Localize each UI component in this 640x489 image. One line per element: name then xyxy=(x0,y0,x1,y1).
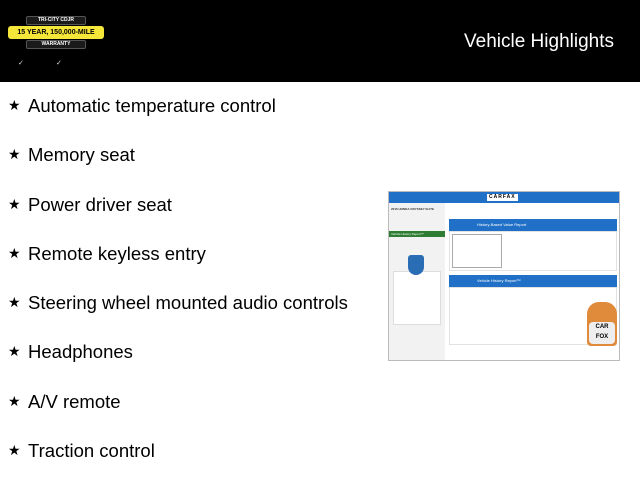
feature-label: A/V remote xyxy=(28,390,121,412)
star-icon: ★ xyxy=(8,343,21,360)
feature-label: Traction control xyxy=(28,440,155,462)
feature-label: Steering wheel mounted audio controls xyxy=(28,292,348,314)
carfax-dealer-card xyxy=(393,271,441,325)
carfax-vehicle: 2016 HONDA ODYSSEY ELITE xyxy=(391,207,435,211)
feature-label: Power driver seat xyxy=(28,193,172,215)
star-icon: ★ xyxy=(8,392,21,409)
star-icon: ★ xyxy=(8,97,21,113)
carfax-badge-icon xyxy=(408,255,424,275)
carfax-value-bar: History-Based Value Report xyxy=(449,219,617,231)
carfax-logo: CARFAX xyxy=(489,194,516,200)
carfax-sidebar xyxy=(389,203,445,361)
logo-line-1: TRI-CITY CDJR xyxy=(26,16,86,25)
feature-item xyxy=(8,292,348,341)
star-icon: ★ xyxy=(8,294,21,311)
star-icon: ★ xyxy=(8,244,21,261)
feature-list xyxy=(8,95,348,489)
feature-item xyxy=(8,391,348,440)
check-icon: ✓ xyxy=(18,60,24,67)
star-icon: ★ xyxy=(8,442,21,459)
star-icon: ★ xyxy=(8,195,21,212)
feature-label: Automatic temperature control xyxy=(28,95,276,116)
feature-item xyxy=(8,194,348,243)
logo-line-2: 15 YEAR, 150,000-MILE xyxy=(8,26,104,39)
carfax-report-thumbnail[interactable] xyxy=(388,191,620,361)
carfax-history-bar: Vehicle History Report™ xyxy=(449,275,617,287)
logo-line-3: WARRANTY xyxy=(26,40,86,49)
feature-item xyxy=(8,440,348,489)
feature-item xyxy=(8,243,348,292)
fox-shirt-text: CAR FOX xyxy=(589,322,615,344)
star-icon: ★ xyxy=(8,146,21,163)
carfax-topbar xyxy=(389,192,619,203)
carfax-value-panel xyxy=(449,231,617,271)
dealer-warranty-logo xyxy=(8,16,104,52)
carfox-mascot-icon xyxy=(587,302,617,346)
page-title: Vehicle Highlights xyxy=(464,31,614,52)
feature-label: Headphones xyxy=(28,341,133,363)
check-icon: ✓ xyxy=(56,60,62,67)
carfax-side-active: Vehicle History Report™ xyxy=(389,231,445,237)
feature-item xyxy=(8,341,348,390)
feature-label: Memory seat xyxy=(28,144,135,166)
feature-label: Remote keyless entry xyxy=(28,242,206,264)
feature-item xyxy=(8,95,348,144)
feature-item xyxy=(8,144,348,193)
header xyxy=(0,0,640,82)
